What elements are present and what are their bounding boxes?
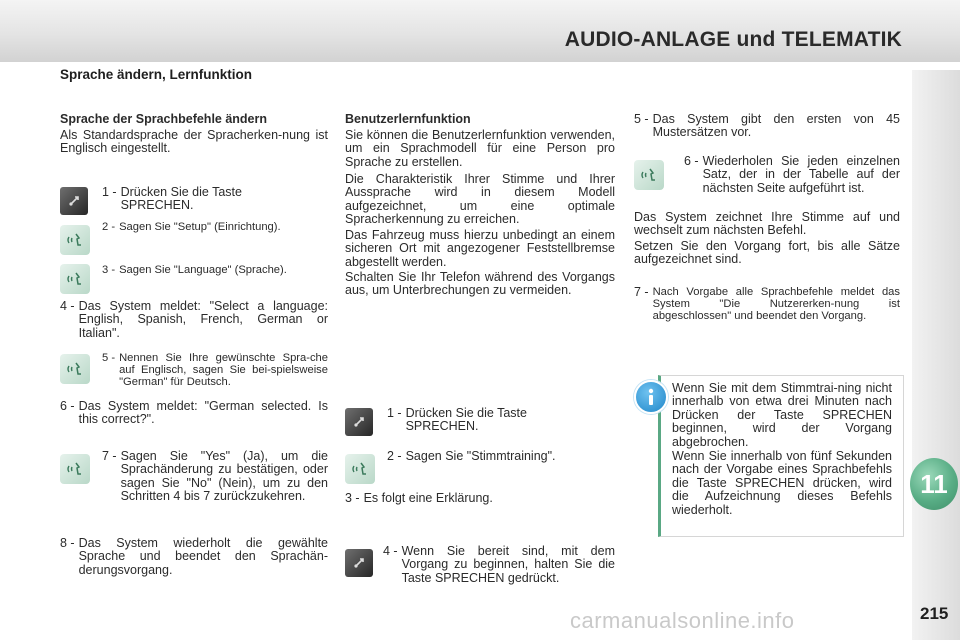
step-text: Wiederholen Sie jeden einzelnen Satz, der in der Tabelle auf der nächsten Seite aufgeführt ist. (702, 154, 900, 195)
step-number: 2 - (102, 221, 116, 233)
side-band (912, 70, 960, 640)
col2-step-1 (387, 407, 587, 434)
page-number: 215 (920, 604, 949, 623)
col1-heading: Sprache der Sprachbefehle ändern (60, 112, 268, 126)
col2-paragraph-4: Schalten Sie Ihr Telefon während des Vorgangs aus, um Unterbrechungen zu vermeiden. (345, 270, 615, 298)
speak-button-icon (345, 549, 373, 577)
col2-step-4 (383, 545, 615, 585)
step-text: Sagen Sie "Yes" (Ja), um die Sprachänderung zu bestätigen, oder sagen Sie "No" (Nein), um zu den Schritten 4 bis 7 zurückzukehren. (120, 449, 328, 504)
step-text: Nach Vorgabe alle Sprachbefehle meldet das System "Die Nutzererken-nung ist abgeschlossen" und beendet den Vorgang. (652, 286, 900, 323)
step-number: 4 - (383, 544, 398, 558)
section-title: Sprache ändern, Lernfunktion (60, 67, 253, 82)
col1-step-6 (60, 400, 328, 427)
voice-command-icon (60, 454, 90, 484)
col3-step-5 (634, 113, 900, 140)
col3-step-7 (634, 286, 900, 323)
step-text: Das System wiederholt die gewählte Sprache und beendet den Sprachän-derungsvorgang. (78, 536, 328, 577)
col3-paragraph-2: Setzen Sie den Vorgang fort, bis alle Sätze aufgezeichnet sind. (634, 239, 900, 267)
voice-command-icon (60, 354, 90, 384)
col3-paragraph-1: Das System zeichnet Ihre Stimme auf und wechselt zum nächsten Befehl. (634, 210, 900, 238)
step-number: 7 - (634, 285, 649, 299)
col1-step-1 (102, 186, 302, 213)
step-number: 8 - (60, 536, 75, 550)
step-number: 2 - (387, 449, 402, 463)
voice-command-icon (60, 264, 90, 294)
info-text-2: Wenn Sie innerhalb von fünf Sekunden nach der Vorgabe eines Sprachbefehls die Taste SPRECHEN drücken, wird die Aufzeichnung dieses Befehls wiederholt. (672, 449, 892, 517)
col2-paragraph-2: Die Charakteristik Ihrer Stimme und Ihrer Aussprache wird in diesem Modell aufgezeichnet, um eine optimale Spracherkennung zu erreichen. (345, 172, 615, 227)
col1-step-4 (60, 300, 328, 340)
col1-step-2 (102, 221, 330, 233)
step-text: Sagen Sie "Stimmtraining". (405, 449, 556, 463)
step-number: 5 - (102, 352, 116, 364)
step-text: Drücken Sie die Taste SPRECHEN. (120, 185, 242, 213)
step-text: Das System gibt den ersten von 45 Mustersätzen vor. (652, 112, 900, 140)
col1-step-3 (102, 264, 330, 276)
page-header-title: AUDIO-ANLAGE und TELEMATIK (564, 28, 902, 51)
col1-step-5 (102, 352, 328, 389)
step-number: 4 - (60, 299, 75, 313)
watermark: carmanualsonline.info (570, 608, 795, 633)
step-number: 7 - (102, 449, 117, 463)
step-text: Das System meldet: "Select a language: English, Spanish, French, German or Italian". (78, 299, 328, 340)
step-text: Sagen Sie "Language" (Sprache). (119, 264, 287, 276)
col2-paragraph-1: Sie können die Benutzerlernfunktion verwenden, um ein Sprachmodell für eine Person pro Sprache zu erstellen. (345, 128, 615, 169)
col3-step-6 (684, 155, 900, 195)
col2-step-3 (345, 492, 615, 505)
step-text: Es folgt eine Erklärung. (363, 491, 493, 505)
info-text-1: Wenn Sie mit dem Stimmtrai-ning nicht innerhalb von etwa drei Minuten nach Drücken der Taste SPRECHEN beginnen, wird der Vorgang abgebrochen. (672, 381, 892, 449)
speak-button-icon (345, 408, 373, 436)
step-number: 1 - (102, 185, 117, 199)
voice-command-icon (60, 225, 90, 255)
col2-paragraph-3: Das Fahrzeug muss hierzu unbedingt an einem sicheren Ort mit angezogener Feststellbremse abgestellt werden. (345, 228, 615, 269)
voice-command-icon (634, 160, 664, 190)
col1-step-8 (60, 537, 328, 577)
col1-intro: Als Standardsprache der Spracherken-nung ist Englisch eingestellt. (60, 128, 328, 156)
step-number: 1 - (387, 406, 402, 420)
col2-heading: Benutzerlernfunktion (345, 112, 471, 126)
step-text: Nennen Sie Ihre gewünschte Spra-che auf Englisch, sagen Sie bei-spielsweise "German" für Deutsch. (119, 352, 328, 389)
step-number: 3 - (345, 491, 360, 505)
step-text: Sagen Sie "Setup" (Einrichtung). (119, 221, 281, 233)
step-number: 3 - (102, 264, 116, 276)
col1-step-7 (102, 450, 328, 504)
step-number: 6 - (684, 154, 699, 168)
col2-step-2 (387, 450, 617, 463)
step-number: 6 - (60, 399, 75, 413)
step-text: Das System meldet: "German selected. Is this correct?". (78, 399, 328, 427)
step-text: Wenn Sie bereit sind, mit dem Vorgang zu beginnen, halten Sie die Taste SPRECHEN gedrückt. (401, 544, 615, 585)
info-icon (634, 380, 668, 414)
chapter-badge: 11 (910, 458, 958, 510)
step-number: 5 - (634, 112, 649, 126)
step-text: Drücken Sie die Taste SPRECHEN. (405, 406, 527, 434)
voice-command-icon (345, 454, 375, 484)
speak-button-icon (60, 187, 88, 215)
